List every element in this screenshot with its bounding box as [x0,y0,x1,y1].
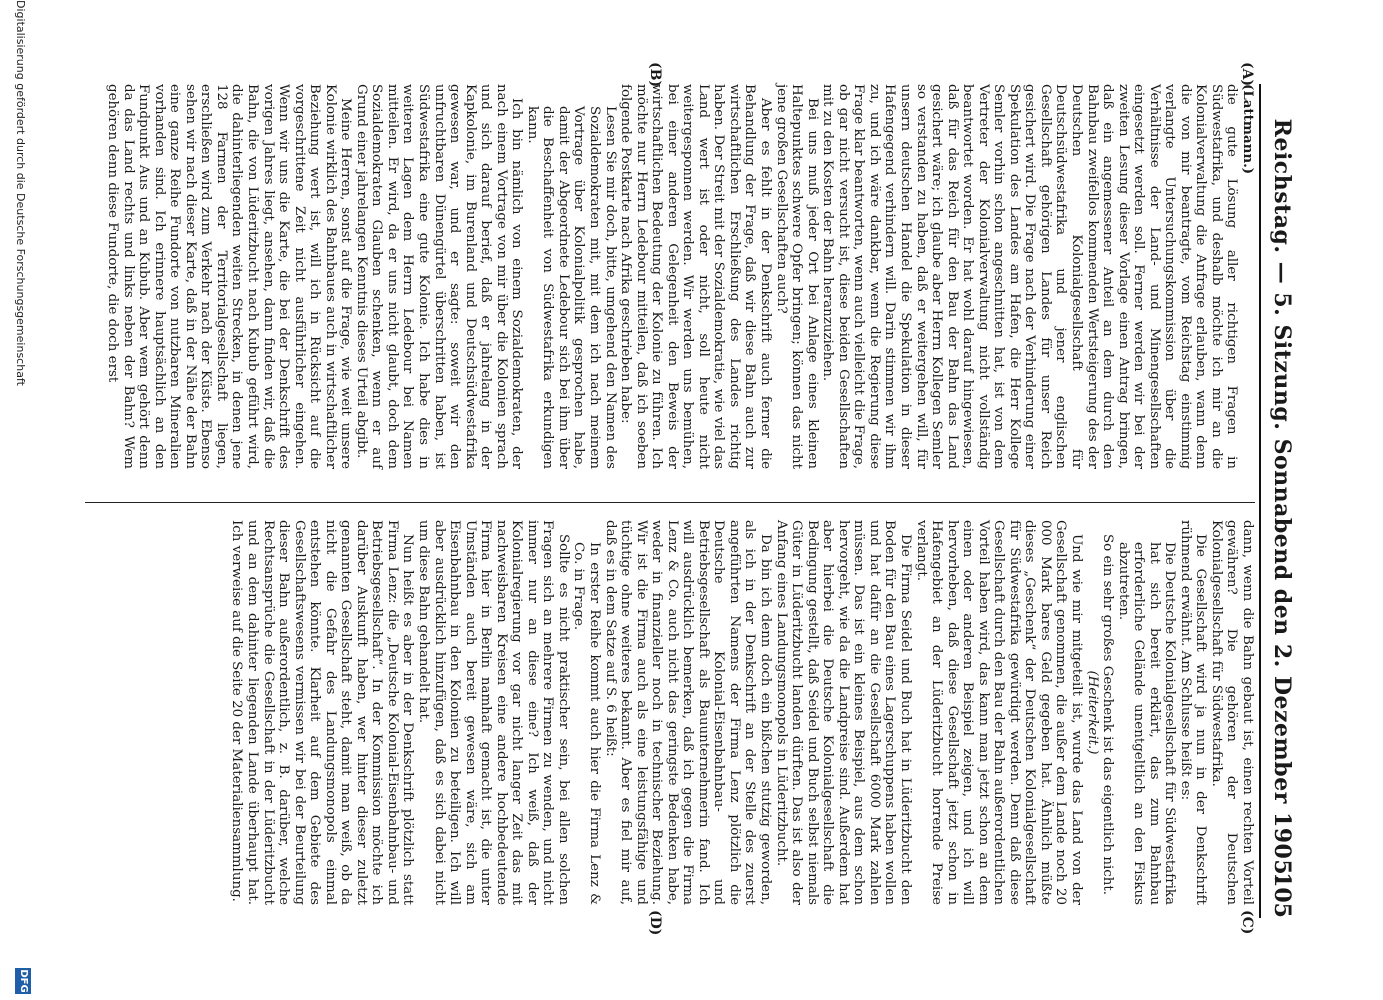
dfg-logo: DFG [15,968,31,994]
paragraph: Meine Herren, sonst auf die Frage, wie weit unsere Kolonie wirklich des Bahnbaues auch in wirtschaftlicher Beziehung wert ist, will ich in Rücksicht auf die vorgeschrittene Zeit nicht ausführlicher eingehen. Wenn wir uns die Karte, die bei der Denkschrift des vorigen Jahres liegt, ansehen, dann finden wir, daß die Bahn, die von Lüderitzbucht nach Kubub geführt wird, die dahinterliegenden weiten Strecken, in denen jene 128 Farmen der Territorialgesellschaft liegen, erschließen wird zum Verkehr nach der Küste. Ebenso sehen wir nach dieser Karte, daß in der Nähe der Bahn eine ganze Reihe Fundorte von nutzbaren Mineralien vorhanden sind. Ich erinnere hauptsächlich an den Fundpunkt Aus und an Kubub. Aber wem gehört denn da das Land rechts und links neben der Bahn? Wem gehören denn diese Fundorte, die doch erst [105,84,354,469]
right-column [229,520,1255,905]
paragraph: dann, wenn die Bahn gebaut ist, einen rechten Vorteil gewähren? Die gehören der Deutschen Kolonialgesellschaft für Südwestafrika. [1208,520,1255,905]
page-title: Reichstag. — 5. Sitzung. Sonnabend den 2. Dezember 1905. [1269,118,1295,884]
margin-mark-d: (D) [647,910,663,936]
paragraph: Ich bin nämlich von einem Sozialdemokraten, der nach einem Vortrage von mir über die Kolonien sprach und sich darauf berief, daß er jahrelang in der Kapkolonie, im Burenland und Deutschsüdwestafrika gewesen war, und er sagte: soweit wir den unfruchtbaren Dünengürtel überschritten haben, ist Südwestafrika eine gute Kolonie. Ich habe dies in weiteren Lagen dem Herrn Ledebour bei Namen mitteilen. Er wird, da er uns nicht glaubt, doch dem Sozialdemokraten Glauben schenken, wenn er auf Grund einer jahrelangen Kenntnis dieses Urteil abgibt. [353,84,525,469]
page-number: 105 [1269,872,1295,918]
paragraph: Die Gesellschaft wird ja nun in der Denkschrift rühmend erwähnt. Am Schlusse heißt es: [1177,520,1209,905]
margin-mark-a: (A) [1239,62,1255,87]
interjection: (Heiterkeit.) [1084,670,1100,755]
paragraph: Und wie mir mitgeteilt ist, wurde das Land von der Gesellschaft genommen, die außer dem Lande noch 20 000 Mark bares Geld gegeben hat. Ähnlich müßte dieses „Geschenk“ der Deutschen Kolonialgesellschaft für Südwestafrika gewürdigt werden. Denn daß diese Gesellschaft durch den Bau der Bahn außerordentlichen Vorteil haben wird, das kann man jetzt schon an dem einen oder anderen Beispiel zeigen, und ich will hervorheben, daß diese Gesellschaft jetzt schon in Hafengebiet an der Lüderitzbucht horrende Preise verlangt. [913,520,1084,905]
paragraph: Aber es fehlt in der Denkschrift auch ferner die Behandlung der Frage, daß wir diese Bahn auch zur wirtschaftlichen Erschließung des Landes richtig haben. Der Streit mit der Sozialdemokratie, wie viel das Land wert ist oder nicht, soll heute nicht weitergesponnen werden. Wir werden uns bemühen, bei einer anderen Gelegenheit den Beweis der wirtschaftlichen Bedeutung der Kolonie zu führen. Ich möchte nur Herrn Ledebour mitteilen, daß ich soeben folgende Postkarte nach Afrika geschrieben habe: [618,84,774,469]
paragraph: Nun heißt es aber in der Denkschrift plötzlich statt Firma Lenz: die „Deutsche Kolonial-Eisenbahnbau- und Betriebsgesellschaft“. In der Kommission möchte ich darüber Auskunft haben, wer hinter dieser zuletzt genannten Gesellschaft steht, damit man weiß, ob da nicht die Gefahr des Landungsmonopols einmal entstehen könnte. Klarheit auf dem Gebiete des Gesellschaftswesens vermissen wir bei der Beurteilung dieser Bahn außerordentlich, z. B. darüber, welche Rechtsansprüche die Gesellschaft in der Lüderitzbucht und an dem dahinter liegenden Lande überhaupt hat. Ich verweise auf die Seite 20 der Materialiensammlung. [229,520,416,905]
left-column [105,84,1255,469]
paragraph: Die Firma Seidel und Buch hat in Lüderitzbucht den Boden für den Bau eines Lagerschuppens haben wollen und hat dafür an die Gesellschaft 6000 Mark zahlen müssen. Das ist ein kleines Beispiel, aus dem schon hervorgeht, wie da die Landpreise sind. Außerdem hat aber hierbei die Deutsche Kolonialgesellschaft die Bedingung gestellt, daß Seidel und Buch selbst niemals Güter in Lüderitzbucht landen dürften. Das ist also der Anfang eines Landungsmonopols in Lüderitzbucht. [773,520,913,905]
margin-mark-c: (C) [1239,910,1255,935]
quote: In erster Reihe kommt auch hier die Firma Lenz & Co. in Frage. [571,542,603,905]
quote: Die Deutsche Kolonialgesellschaft für Südwestafrika hat sich bereit erklärt, das zum Bahnbau erforderliche Gelände unentgeltlich an den Fiskus abzutreten. [1115,542,1178,905]
paragraph: So ein sehr großes Geschenk ist das eigentlich nicht. [1100,534,1116,896]
paragraph: die gute Lösung aller richtigen Fragen in Südwestafrika, und deshalb möchte ich mir an die Kolonialverwaltung die Anfrage erlauben, wann denn die von mir beantragte, vom Reichstag einstimmig verlangte Untersuchungskommission über die Verhältnisse der Land- und Minengesellschaften eingesetzt werden soll. Ferner werden wir bei der zweiten Lesung dieser Vorlage einen Antrag bringen, daß ein angemessener Anteil an dem durch den Bahnbau zweifellos kommenden Wertsteigerung des der Deutschen Kolonialgesellschaft für Deutschsüdwestafrika und jener englischen Gesellschaft gehörigen Landes für unser Reich gesichert wird. Die Frage nach der Verhinderung einer Spekulation des Landes am Hafen, die Herr Kollege Semler vorhin schon angeschnitten hat, ist von dem Vertreter der Kolonialverwaltung nicht vollständig beantwortet worden. Er hat wohl darauf hingewiesen, daß für das Reich für den Bau der Bahn das Land gesichert wäre; ich glaube aber Herrn Kollegen Semler so verstanden zu haben, daß er weitergehen will, für unsern deutschen Handel die Spekulation in dieser Hafengegend verhindern will. Darin stimmen wir ihm zu, und ich wäre dankbar, wenn die Regierung diese Frage klar beantworten, wenn auch vielleicht die Frage, ob gar nicht versucht ist, diese beiden Gesellschaften mit zu den Kosten der Bahn heranzuziehen. [820,84,1240,469]
paragraph: Da bin ich denn doch ein bißchen stutzig geworden, als ich in der Denkschrift an der Stelle des zuerst angeführten Namens der Firma Lenz plötzlich die Deutsche Kolonial-Eisenbahnbau- und Betriebsgesellschaft als Bauunternehmerin fand. Ich will ausdrücklich bemerken, daß ich gegen die Firma Lenz & Co. auch nicht das geringste Bedenken habe, weder in finanzieller noch in technischer Beziehung. Wir ist die Firma auch als eine leistungsfähige und tüchtige ohne weiteres bekannt. Aber es fiel mir auf, daß es in dem Satze auf S. 6 heißt: [602,520,774,905]
speaker-name: (Lattmann.) [1240,84,1256,175]
quote: Lesen Sie mir doch, bitte, umgehend den Namen des Sozialdemokraten mit, mit dem ich nach meinem Vortrage über Kolonialpolitik gesprochen habe, damit der Abgeordnete Ledebour sich bei ihm über die Beschaffenheit von Südwestafrika erkundigen kann. [524,106,618,469]
page-header [1259,84,1301,918]
footer-credit: Digitalisierung gefördert durch die Deutsche Forschungsgemeinschaft [14,0,27,386]
paragraph: Sollte es nicht praktischer sein, bei allen solchen Fragen sich an mehrere Firmen zu wenden, und nicht immer nur an diese eine? Ich weiß, daß der Kolonialregierung vor gar nicht langer Zeit das mit nachweisbaren Kreisen eine andere hochbedeutende Firma hier in Berlin namhaft gemacht ist, die unter Umständen auch bereit gewesen wäre, sich am Eisenbahnbau in den Kolonien zu beteiligen. Ich will aber ausdrücklich hinzufügen, daß es sich dabei nicht um diese Bahn gehandelt hat. [416,520,571,905]
margin-mark-b: (B) [647,62,663,88]
footer [7,0,37,1000]
column-divider [85,502,1255,503]
paragraph: Bei uns muß jeder Ort bei Anlage eines kleinen Haltepunktes schwere Opfer bringen; können das nicht jene großen Gesellschaften auch? [773,84,820,469]
